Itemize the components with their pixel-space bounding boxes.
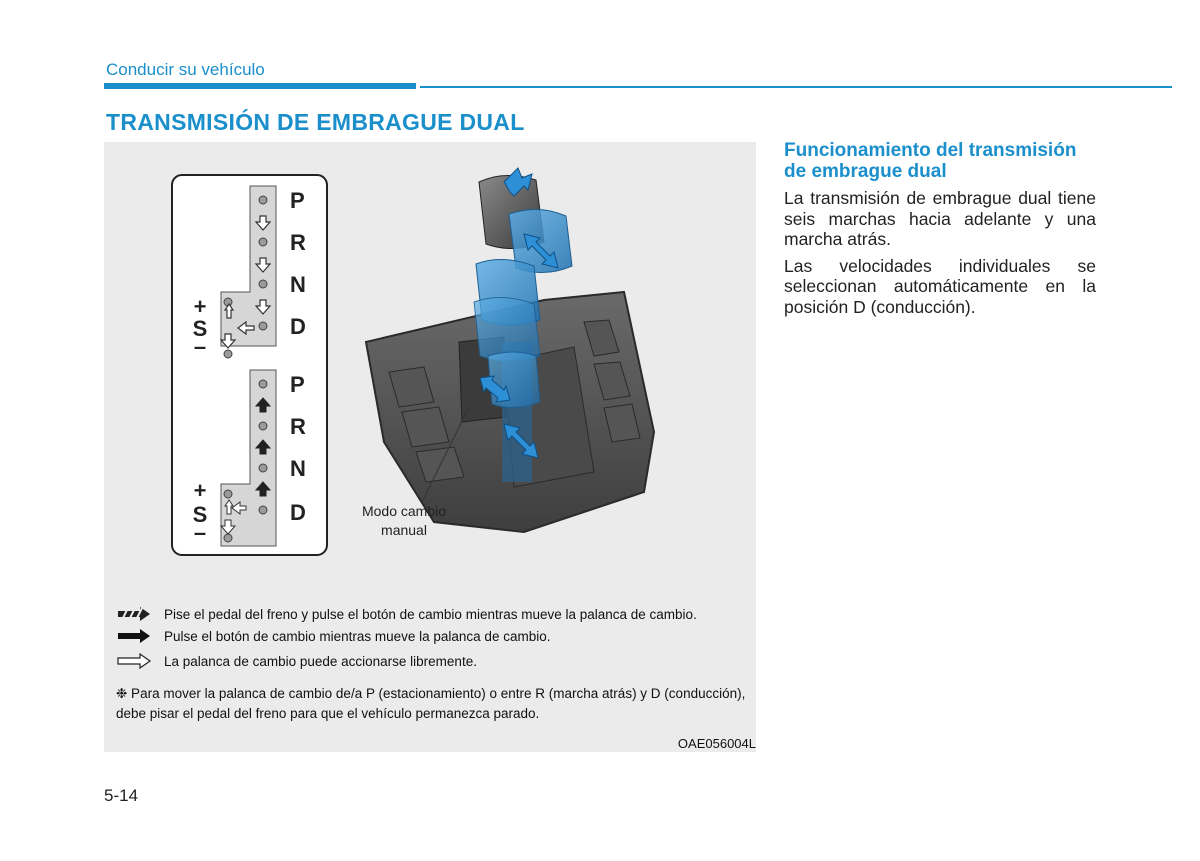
gate-letter-d-upper: D [290, 314, 306, 339]
page-title: TRANSMISIÓN DE EMBRAGUE DUAL [106, 109, 525, 135]
legend-row-button [116, 628, 550, 644]
sport-plus-upper: + [193, 294, 207, 319]
figure-note: ❉ Para mover la palanca de cambio de/a P (estacionamiento) o entre R (marcha atrás) y D (conducción), debe pisar el pedal del freno para que el vehículo permanezca parado. [116, 686, 746, 721]
section-label: Conducir su vehículo [106, 60, 265, 79]
legend-row-brake-button [116, 606, 697, 622]
figure-code: OAE056004L [677, 736, 756, 751]
text-column [784, 140, 1096, 323]
callout-manual-mode: Modo cambio manual [361, 503, 447, 538]
gate-letter-p-upper: P [290, 188, 305, 213]
hatched-arrow-icon [116, 606, 152, 622]
paragraph-2: Las velocidades individuales se seleccionan automáticamente en la posición D (conducción). [784, 255, 1096, 317]
legend-row-free [116, 653, 477, 669]
sport-minus-upper: – [193, 334, 207, 359]
shift-figure [104, 142, 756, 752]
sport-minus-lower: – [193, 520, 207, 545]
hollow-arrow-icon [116, 653, 152, 669]
legend-text-1: Pise el pedal del freno y pulse el botón de cambio mientras mueve la palanca de cambio. [164, 606, 697, 622]
page-number: 5-14 [104, 786, 139, 805]
gate-letter-r-lower: R [290, 414, 306, 439]
console-illustration [366, 168, 654, 532]
section-heading: Funcionamiento del transmisión de embrague dual [784, 140, 1077, 182]
gate-letter-d-lower: D [290, 500, 306, 525]
legend-text-2: Pulse el botón de cambio mientras mueve la palanca de cambio. [164, 628, 551, 644]
gate-letter-n-upper: N [290, 272, 306, 297]
sport-s-lower: S [192, 502, 208, 527]
gate-letter-p-lower: P [290, 372, 305, 397]
sport-s-upper: S [192, 316, 208, 341]
header-rule-thick [104, 83, 416, 89]
gate-letter-n-lower: N [290, 456, 306, 481]
paragraph-1: La transmisión de embrague dual tiene seis marchas hacia adelante y una marcha atrás. [784, 188, 1096, 249]
solid-arrow-icon [116, 628, 152, 644]
gate-letter-r-upper: R [290, 230, 306, 255]
sport-plus-lower: + [193, 478, 207, 503]
header-rule-thin [420, 86, 1172, 88]
legend-text-3: La palanca de cambio puede accionarse libremente. [164, 653, 477, 669]
